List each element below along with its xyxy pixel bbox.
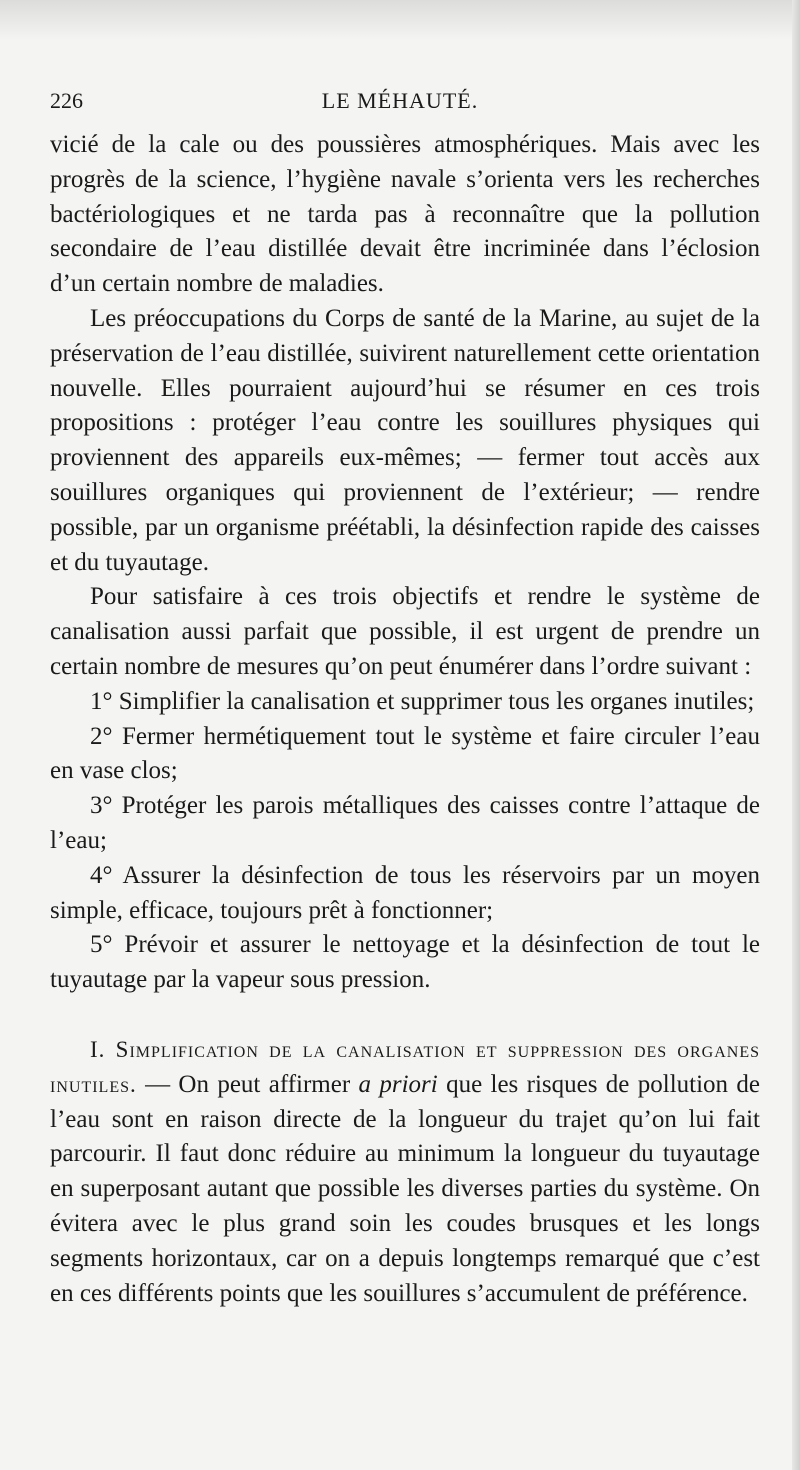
page-edge	[792, 0, 800, 1470]
list-item-2: 2° Fermer hermétiquement tout le système et faire circuler l’eau en vase clos;	[50, 722, 760, 785]
section-italic-phrase: a priori	[358, 1070, 438, 1098]
paragraph-preoccupations: Les préoccupations du Corps de santé de la Marine, au sujet de la préservation de l’eau distillée, suivirent naturellement cette orientation nouvelle. Elles pourraient aujourd’hui se résumer en ces trois propositions : protéger l’eau contre les souillures physiques qui proviennent des appareils eux-mêmes; — fermer tout accès aux souillures organiques qui proviennent de l’extérieur; — rendre possible, par un organisme préétabli, la désinfection rapide des caisses et du tuyautage.	[50, 304, 760, 576]
page-number: 226	[50, 88, 83, 113]
section-heading: I. Simplification de la canalisation et suppression des organes inutiles.	[50, 1036, 760, 1097]
list-item-3: 3° Protéger les parois métalliques des caisses contre l’attaque de l’eau;	[50, 792, 760, 854]
list-item-4: 4° Assurer la désinfection de tous les réservoirs par un moyen simple, efficace, toujours prêt à fonctionner;	[50, 861, 760, 924]
section-paragraph	[50, 1033, 760, 1311]
paragraph-objectives: Pour satisfaire à ces trois objectifs et rendre le système de canalisation aussi parfait que possible, il est urgent de prendre un certain nombre de mesures qu’on peut énumérer dans l’ordre suivant :	[50, 583, 760, 680]
paragraph-continuation: vicié de la cale ou des poussières atmosphériques. Mais avec les progrès de la science, l’hygiène navale s’orienta vers les recherches bactériologiques et ne tarda pas à reconnaître que la pollution secondaire de l’eau distillée devait être incriminée dans l’éclosion d’un certain nombre de maladies.	[50, 131, 760, 298]
page-body	[50, 128, 760, 1311]
section-text-body: que les risques de pollution de l’eau sont en raison directe de la longueur du trajet qu’on lui fait parcourir. Il faut donc réduire au minimum la longueur du tuyautage en superposant autant que possible les diverses parties du système. On évitera avec le plus grand soin les coudes brusques et les longs segments horizontaux, car on a depuis longtemps remarqué que c’est en ces différents points que les souillures s’accumulent de préférence.	[50, 1070, 760, 1307]
page-header	[50, 88, 750, 118]
list-item-1: 1° Simplifier la canalisation et supprimer tous les organes inutiles;	[90, 687, 755, 715]
section-text-lead: — On peut affirmer	[136, 1070, 359, 1098]
running-title: LE MÉHAUTÉ.	[321, 88, 479, 113]
scan-top-shade	[0, 0, 800, 40]
list-item-5: 5° Prévoir et assurer le nettoyage et la désinfection de tout le tuyautage par la vapeur sous pression.	[50, 931, 760, 994]
